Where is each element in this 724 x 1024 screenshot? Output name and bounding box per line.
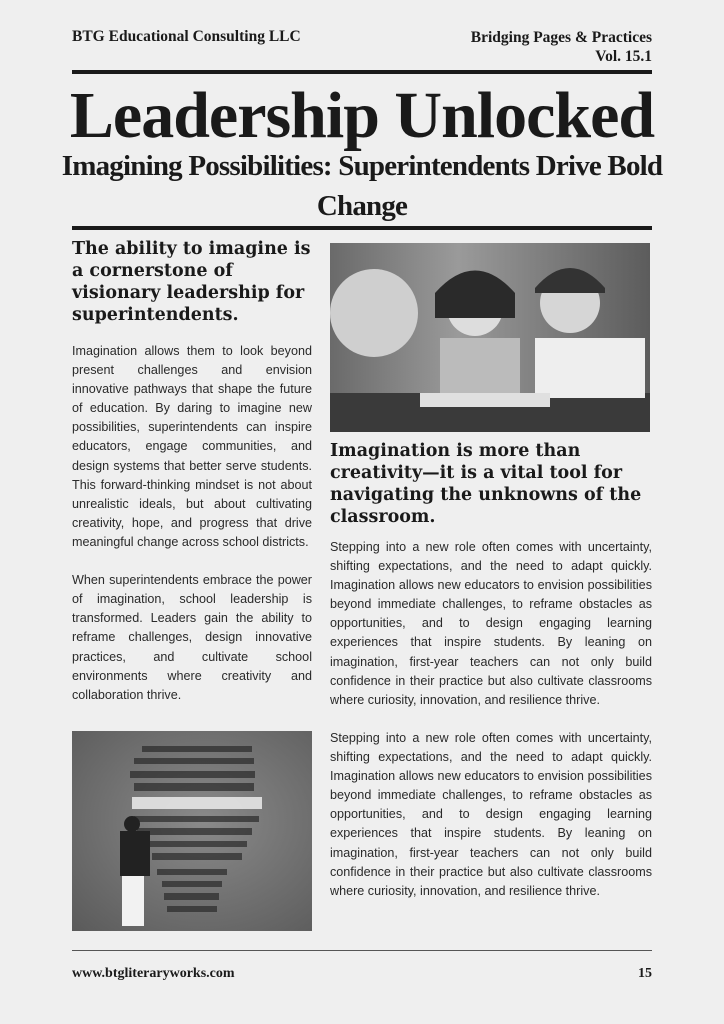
leadership-wall-illustration xyxy=(72,731,312,931)
right-body xyxy=(330,538,652,901)
left-body xyxy=(72,342,312,705)
page-number: 15 xyxy=(638,966,652,981)
right-heading: Imagination is more than creativity—it is a vital tool for navigating the unknowns of the classroom. xyxy=(330,441,642,527)
website-link[interactable]: www.btgliteraryworks.com xyxy=(72,966,235,981)
header-divider xyxy=(72,70,652,74)
volume-number: Vol. 15.1 xyxy=(595,48,652,65)
left-paragraph: Imagination allows them to look beyond present challenges and envision innovative pathways that shape the future of education. By daring to imagine new possibilities, superintendents can inspire educators, engage communities, and design systems that better serve students. This forward-thinking mindset is not about unrealistic ideals, but about cultivating creativity, hope, and progress that drive meaningful change across school districts. xyxy=(72,344,312,549)
footer-divider xyxy=(72,950,652,951)
company-name: BTG Educational Consulting LLC xyxy=(72,28,301,45)
page-subtitle: Imagining Possibilities: Superintendents Drive Bold Change xyxy=(61,150,663,222)
left-heading: The ability to imagine is a cornerstone of visionary leadership for superintendents. xyxy=(72,239,311,325)
children-globe-image xyxy=(330,243,650,432)
page-title: Leadership Unlocked xyxy=(69,79,655,152)
leadership-wall-image xyxy=(72,731,312,931)
publication-info xyxy=(471,28,652,66)
right-paragraph: Stepping into a new role often comes with uncertainty, shifting expectations, and the need to adapt quickly. Imagination allows new educators to envision possibilities beyond immediate challenges, to reframe obstacles as opportunities, and to design engaging learning experiences that inspire students. By leaning on imagination, first-year teachers can not only build confidence in their practice but also cultivate classrooms where curiosity, innovation, and resilience thrive. xyxy=(330,540,652,707)
publication-name: Bridging Pages & Practices xyxy=(470,29,652,46)
left-paragraph: When superintendents embrace the power of imagination, school leadership is transformed. Leaders gain the ability to reframe challenges, design innovative practices, and cultivate school environments where creativity and collaboration thrive. xyxy=(72,573,312,702)
right-paragraph: Stepping into a new role often comes with uncertainty, shifting expectations, and the need to adapt quickly. Imagination allows new educators to envision possibilities beyond immediate challenges, to reframe obstacles as opportunities, and to design engaging learning experiences that inspire students. By leaning on imagination, first-year teachers can not only build confidence in their practice but also cultivate classrooms where curiosity, innovation, and resilience thrive. xyxy=(330,730,652,898)
title-divider xyxy=(72,226,652,230)
children-globe-illustration xyxy=(330,243,650,432)
